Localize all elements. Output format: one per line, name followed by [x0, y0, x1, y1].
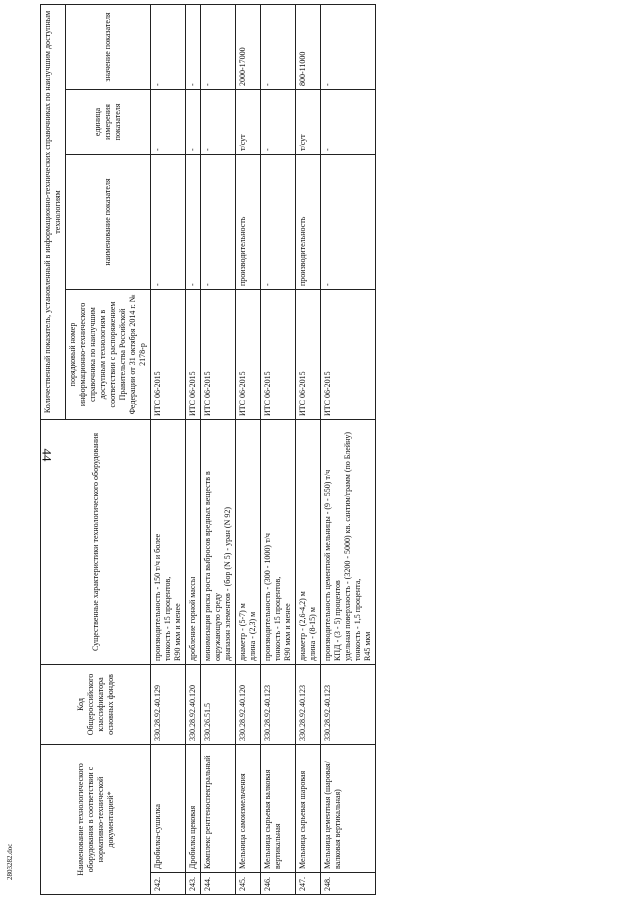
- okof-code: 330.28.92.40.120: [186, 664, 201, 744]
- header-its-number: порядковый номер информационно-технического справочника по наилучшим доступным технологиям в соответствии с распоряжением Правительства Российской Федерации от 31 октября 2014 г. № 2178-р: [66, 289, 151, 419]
- characteristics: производительность - 150 т/ч и более тонкость - 15 процентов, R90 мкм и менее: [151, 419, 186, 664]
- okof-code: 330.28.92.40.123: [321, 664, 376, 744]
- table-row: [321, 4, 376, 894]
- indicator-unit: -: [321, 89, 376, 154]
- characteristics: минимизация риска роста выбросов вредных веществ в окружающую среду диапазон элементов - (бор (N 5) - уран (N 92): [201, 419, 236, 664]
- indicator-name: -: [201, 154, 236, 289]
- row-number: 242.: [151, 873, 186, 895]
- indicator-name: -: [321, 154, 376, 289]
- header-unit: единица измерения показателя: [66, 89, 151, 154]
- indicator-value: -: [321, 4, 376, 89]
- indicator-name: -: [186, 154, 201, 289]
- table-row: [236, 4, 261, 894]
- header-characteristics: Существенные характеристики технологического оборудования: [41, 419, 151, 664]
- indicator-name: -: [261, 154, 296, 289]
- equipment-name: Мельница сырьевая шаровая: [296, 744, 321, 872]
- row-number: 248.: [321, 873, 376, 895]
- characteristics: диаметр - (5-7) м длина - (2,3) м: [236, 419, 261, 664]
- its-number: ИТС 06-2015: [236, 289, 261, 419]
- okof-code: 330.28.92.40.123: [261, 664, 296, 744]
- equipment-name: Мельница цементная (шаровая/валковая вертикальная): [321, 744, 376, 872]
- equipment-table-sheet: [40, 5, 640, 895]
- indicator-unit: т/сут: [296, 89, 321, 154]
- indicator-unit: -: [261, 89, 296, 154]
- row-number: 247.: [296, 873, 321, 895]
- header-indicator-name: наименование показателя: [66, 154, 151, 289]
- table-row: [296, 4, 321, 894]
- equipment-table: [40, 4, 376, 895]
- indicator-name: производительность: [296, 154, 321, 289]
- indicator-name: производительность: [236, 154, 261, 289]
- okof-code: 330.26.51.5: [201, 664, 236, 744]
- characteristics: дробление горной массы: [186, 419, 201, 664]
- indicator-unit: -: [201, 89, 236, 154]
- equipment-name: Комплекс рентгеноспектральный: [201, 744, 236, 872]
- indicator-unit: -: [151, 89, 186, 154]
- equipment-name: Дробилка-сушилка: [151, 744, 186, 872]
- okof-code: 330.28.92.40.123: [296, 664, 321, 744]
- table-row: [261, 4, 296, 894]
- table-row: [201, 4, 236, 894]
- row-number: 245.: [236, 873, 261, 895]
- its-number: ИТС 06-2015: [186, 289, 201, 419]
- characteristics: производительность - (300 - 1000) т/ч тонкость - 15 процентов, R90 мкм и менее: [261, 419, 296, 664]
- row-number: 244.: [201, 873, 236, 895]
- page-number: 44: [39, 448, 55, 462]
- table-row: [151, 4, 186, 894]
- its-number: ИТС 06-2015: [201, 289, 236, 419]
- its-number: ИТС 06-2015: [296, 289, 321, 419]
- equipment-name: Мельница самоизмельчения: [236, 744, 261, 872]
- okof-code: 330.28.92.40.129: [151, 664, 186, 744]
- table-row: [186, 4, 201, 894]
- row-number: 243.: [186, 873, 201, 895]
- indicator-value: 2000-17000: [236, 4, 261, 89]
- header-group: Количественный показатель, установленный в информационно-технических справочниках по наилучшим доступным технологиям: [41, 4, 66, 419]
- header-value: значение показателя: [66, 4, 151, 89]
- its-number: ИТС 06-2015: [261, 289, 296, 419]
- equipment-name: Мельница сырьевая валковая вертикальная: [261, 744, 296, 872]
- indicator-unit: т/сут: [236, 89, 261, 154]
- header-name: Наименование технологического оборудования в соответствии с нормативно-технической документацией*: [41, 744, 151, 894]
- characteristics: производительность цементной мельницы - (9 - 550) т/ч КПД - (3 - 5) процентов удельная поверхность - (3200 - 5000) кв. сантим/грамм (по Блейну) тонкость - 1,5 процента, R45 мкм: [321, 419, 376, 664]
- indicator-unit: -: [186, 89, 201, 154]
- indicator-name: -: [151, 154, 186, 289]
- table-body: [151, 4, 376, 894]
- its-number: ИТС 06-2015: [151, 289, 186, 419]
- header-code: Код Общероссийского классификатора основных фондов: [41, 664, 151, 744]
- characteristics: диаметр - (2,6-4,2) м длина - (8-15) м: [296, 419, 321, 664]
- indicator-value: -: [186, 4, 201, 89]
- indicator-value: -: [151, 4, 186, 89]
- indicator-value: -: [261, 4, 296, 89]
- indicator-value: -: [201, 4, 236, 89]
- row-number: 246.: [261, 873, 296, 895]
- its-number: ИТС 06-2015: [321, 289, 376, 419]
- footer-filename: 2803282.doc: [6, 843, 14, 880]
- okof-code: 330.28.92.40.120: [236, 664, 261, 744]
- equipment-name: Дробилка щековая: [186, 744, 201, 872]
- indicator-value: 800-11000: [296, 4, 321, 89]
